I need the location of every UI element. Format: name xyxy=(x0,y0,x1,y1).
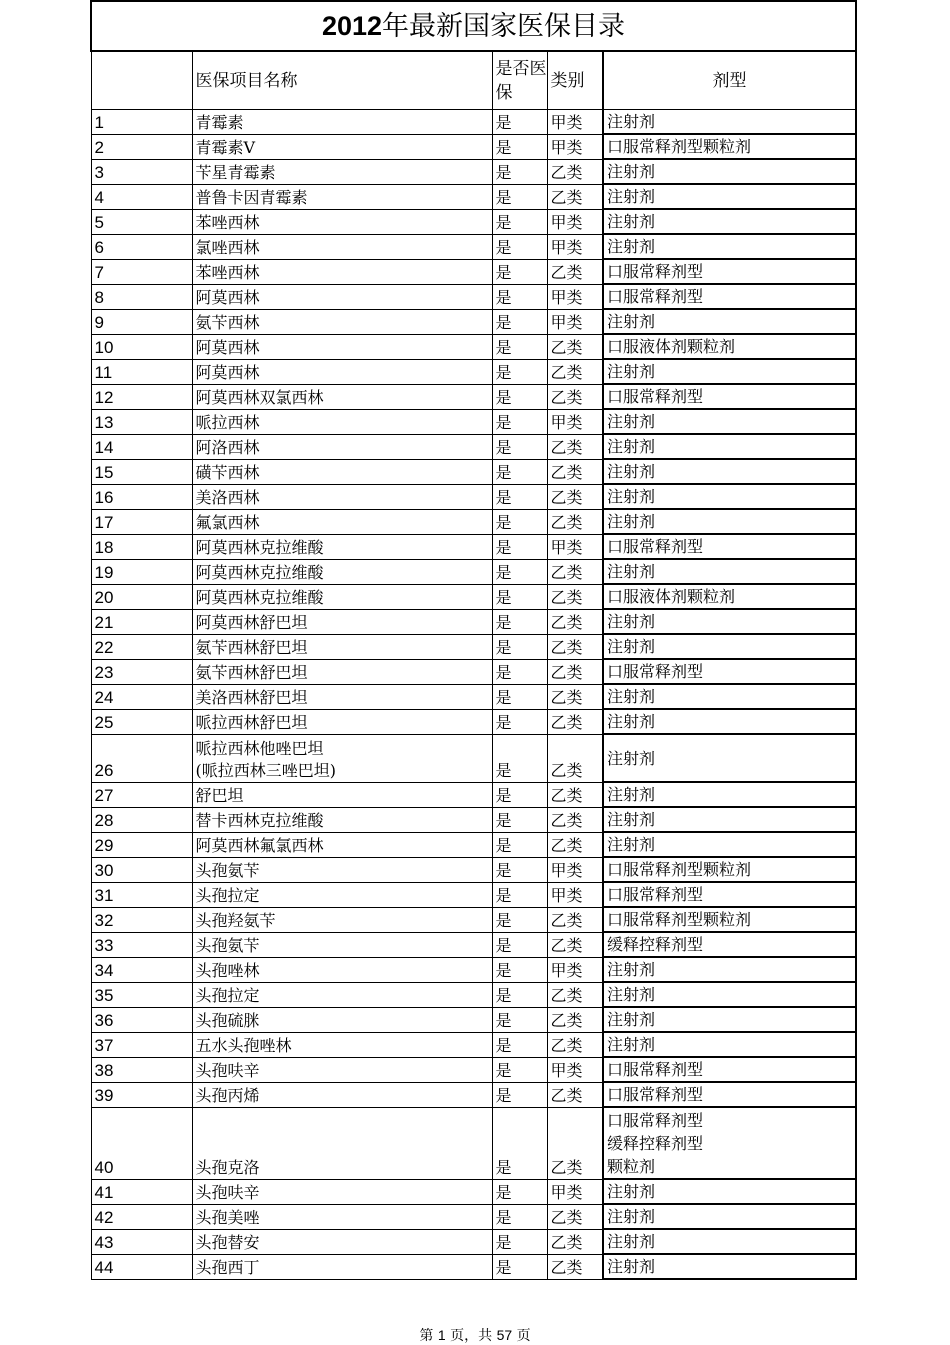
insured-flag: 是 xyxy=(492,459,547,484)
table-row xyxy=(91,1179,856,1204)
catalog-sheet xyxy=(90,0,855,1280)
row-number: 42 xyxy=(91,1204,192,1229)
row-number: 2 xyxy=(91,134,192,159)
drug-name: 阿莫西林舒巴坦 xyxy=(192,609,492,634)
drug-name: 阿莫西林氟氯西林 xyxy=(192,832,492,857)
dosage-form: 口服常释剂型 xyxy=(603,659,856,684)
dosage-form: 注射剂 xyxy=(603,234,856,259)
category: 甲类 xyxy=(547,134,603,159)
insured-flag: 是 xyxy=(492,309,547,334)
category: 甲类 xyxy=(547,209,603,234)
row-number: 18 xyxy=(91,534,192,559)
insured-flag: 是 xyxy=(492,907,547,932)
table-header-row xyxy=(91,51,856,110)
dosage-form: 注射剂 xyxy=(603,782,856,807)
row-number: 21 xyxy=(91,609,192,634)
drug-name: 头孢呋辛 xyxy=(192,1057,492,1082)
category: 乙类 xyxy=(547,584,603,609)
table-row xyxy=(91,1032,856,1057)
dosage-form: 注射剂 xyxy=(603,209,856,234)
drug-name: 阿洛西林 xyxy=(192,434,492,459)
drug-name: 头孢拉定 xyxy=(192,982,492,1007)
insured-flag: 是 xyxy=(492,982,547,1007)
category: 乙类 xyxy=(547,159,603,184)
dosage-form: 注射剂 xyxy=(603,509,856,534)
dosage-form: 注射剂 xyxy=(603,832,856,857)
drug-name: 头孢丙烯 xyxy=(192,1082,492,1107)
dosage-form: 注射剂 xyxy=(603,982,856,1007)
category: 甲类 xyxy=(547,309,603,334)
category: 甲类 xyxy=(547,882,603,907)
category: 甲类 xyxy=(547,957,603,982)
insured-flag: 是 xyxy=(492,807,547,832)
drug-name: 苯唑西林 xyxy=(192,209,492,234)
category: 乙类 xyxy=(547,1204,603,1229)
table-row xyxy=(91,334,856,359)
table-row xyxy=(91,1254,856,1279)
insured-flag: 是 xyxy=(492,334,547,359)
table-row xyxy=(91,259,856,284)
insured-flag: 是 xyxy=(492,584,547,609)
row-number: 41 xyxy=(91,1179,192,1204)
dosage-form: 注射剂 xyxy=(603,1179,856,1204)
row-number: 8 xyxy=(91,284,192,309)
drug-name: 头孢氨苄 xyxy=(192,932,492,957)
table-row xyxy=(91,409,856,434)
row-number: 20 xyxy=(91,584,192,609)
dosage-form: 口服常释剂型 xyxy=(603,384,856,409)
header-insured: 是否医保 xyxy=(492,51,547,110)
table-row xyxy=(91,684,856,709)
insured-flag: 是 xyxy=(492,882,547,907)
table-row xyxy=(91,734,856,782)
insured-flag: 是 xyxy=(492,559,547,584)
table-row xyxy=(91,1229,856,1254)
dosage-form: 注射剂 xyxy=(603,309,856,334)
insured-flag: 是 xyxy=(492,234,547,259)
drug-name: 阿莫西林克拉维酸 xyxy=(192,559,492,584)
category: 乙类 xyxy=(547,659,603,684)
dosage-form: 口服常释剂型 xyxy=(603,284,856,309)
table-row xyxy=(91,907,856,932)
table-row xyxy=(91,659,856,684)
category: 乙类 xyxy=(547,1082,603,1107)
drug-name: 头孢拉定 xyxy=(192,882,492,907)
category: 甲类 xyxy=(547,284,603,309)
dosage-form: 注射剂 xyxy=(603,1032,856,1057)
insured-flag: 是 xyxy=(492,1082,547,1107)
insured-flag: 是 xyxy=(492,1254,547,1279)
dosage-form: 注射剂 xyxy=(603,957,856,982)
drug-name: 哌拉西林 xyxy=(192,409,492,434)
row-number: 26 xyxy=(91,734,192,782)
dosage-form: 注射剂 xyxy=(603,110,856,135)
row-number: 7 xyxy=(91,259,192,284)
dosage-form: 口服常释剂型 xyxy=(603,882,856,907)
dosage-form: 缓释控释剂型 xyxy=(603,932,856,957)
insured-flag: 是 xyxy=(492,1007,547,1032)
dosage-form: 注射剂 xyxy=(603,434,856,459)
drug-name: 头孢氨苄 xyxy=(192,857,492,882)
category: 甲类 xyxy=(547,1179,603,1204)
insured-flag: 是 xyxy=(492,832,547,857)
row-number: 44 xyxy=(91,1254,192,1279)
insured-flag: 是 xyxy=(492,184,547,209)
category: 乙类 xyxy=(547,1007,603,1032)
table-row xyxy=(91,534,856,559)
drug-name: 氯唑西林 xyxy=(192,234,492,259)
title-text: 年最新国家医保目录 xyxy=(382,10,626,42)
dosage-form: 口服常释剂型 xyxy=(603,1082,856,1107)
table-row xyxy=(91,1007,856,1032)
drug-name: 舒巴坦 xyxy=(192,782,492,807)
drug-name: 头孢唑林 xyxy=(192,957,492,982)
document-title xyxy=(91,1,856,51)
insured-flag: 是 xyxy=(492,509,547,534)
drug-name: 氨苄西林 xyxy=(192,309,492,334)
category: 乙类 xyxy=(547,384,603,409)
insured-flag: 是 xyxy=(492,534,547,559)
insured-flag: 是 xyxy=(492,1229,547,1254)
row-number: 27 xyxy=(91,782,192,807)
dosage-form: 注射剂 xyxy=(603,459,856,484)
dosage-form: 注射剂 xyxy=(603,159,856,184)
table-row xyxy=(91,209,856,234)
dosage-form: 注射剂 xyxy=(603,359,856,384)
header-no xyxy=(91,51,192,110)
category: 乙类 xyxy=(547,434,603,459)
row-number: 9 xyxy=(91,309,192,334)
drug-name: 哌拉西林舒巴坦 xyxy=(192,709,492,734)
category: 乙类 xyxy=(547,1229,603,1254)
row-number: 19 xyxy=(91,559,192,584)
insured-flag: 是 xyxy=(492,434,547,459)
row-number: 43 xyxy=(91,1229,192,1254)
row-number: 40 xyxy=(91,1107,192,1179)
row-number: 31 xyxy=(91,882,192,907)
drug-name: 五水头孢唑林 xyxy=(192,1032,492,1057)
category: 甲类 xyxy=(547,110,603,135)
dosage-form: 注射剂 xyxy=(603,609,856,634)
row-number: 35 xyxy=(91,982,192,1007)
dosage-form: 注射剂 xyxy=(603,1204,856,1229)
row-number: 36 xyxy=(91,1007,192,1032)
table-row xyxy=(91,434,856,459)
row-number: 28 xyxy=(91,807,192,832)
drug-name: 阿莫西林双氯西林 xyxy=(192,384,492,409)
drug-name: 氨苄西林舒巴坦 xyxy=(192,634,492,659)
category: 乙类 xyxy=(547,559,603,584)
row-number: 22 xyxy=(91,634,192,659)
insured-flag: 是 xyxy=(492,1032,547,1057)
category: 乙类 xyxy=(547,484,603,509)
row-number: 33 xyxy=(91,932,192,957)
dosage-form: 口服常释剂型 xyxy=(603,534,856,559)
row-number: 3 xyxy=(91,159,192,184)
insured-flag: 是 xyxy=(492,1057,547,1082)
insured-flag: 是 xyxy=(492,609,547,634)
dosage-form: 注射剂 xyxy=(603,184,856,209)
drug-name: 苄星青霉素 xyxy=(192,159,492,184)
insured-flag: 是 xyxy=(492,209,547,234)
drug-name: 青霉素V xyxy=(192,134,492,159)
table-row xyxy=(91,110,856,135)
drug-name: 头孢羟氨苄 xyxy=(192,907,492,932)
row-number: 17 xyxy=(91,509,192,534)
table-row xyxy=(91,309,856,334)
header-name: 医保项目名称 xyxy=(192,51,492,110)
row-number: 32 xyxy=(91,907,192,932)
table-row xyxy=(91,559,856,584)
table-row xyxy=(91,459,856,484)
header-category: 类别 xyxy=(547,51,603,110)
row-number: 30 xyxy=(91,857,192,882)
insured-flag: 是 xyxy=(492,734,547,782)
header-dosage-form: 剂型 xyxy=(603,51,856,110)
dosage-form-lines: 口服常释剂型 缓释控释剂型 颗粒剂 xyxy=(607,1111,704,1176)
dosage-form xyxy=(603,1107,856,1179)
insured-flag: 是 xyxy=(492,634,547,659)
table-row xyxy=(91,159,856,184)
page-footer xyxy=(0,1325,950,1345)
category: 乙类 xyxy=(547,709,603,734)
dosage-form: 口服常释剂型颗粒剂 xyxy=(603,907,856,932)
drug-name: 替卡西林克拉维酸 xyxy=(192,807,492,832)
category: 乙类 xyxy=(547,509,603,534)
category: 乙类 xyxy=(547,334,603,359)
drug-name: 美洛西林 xyxy=(192,484,492,509)
table-row xyxy=(91,484,856,509)
drug-name: 哌拉西林他唑巴坦 (哌拉西林三唑巴坦) xyxy=(192,734,492,782)
category: 乙类 xyxy=(547,184,603,209)
insured-flag: 是 xyxy=(492,932,547,957)
drug-name: 青霉素 xyxy=(192,110,492,135)
row-number: 37 xyxy=(91,1032,192,1057)
insured-flag: 是 xyxy=(492,659,547,684)
row-number: 12 xyxy=(91,384,192,409)
row-number: 4 xyxy=(91,184,192,209)
table-row xyxy=(91,782,856,807)
category: 乙类 xyxy=(547,982,603,1007)
dosage-form: 口服液体剂颗粒剂 xyxy=(603,334,856,359)
drug-name: 头孢硫脒 xyxy=(192,1007,492,1032)
row-number: 23 xyxy=(91,659,192,684)
drug-name: 头孢呋辛 xyxy=(192,1179,492,1204)
table-row xyxy=(91,609,856,634)
row-number: 14 xyxy=(91,434,192,459)
table-row xyxy=(91,284,856,309)
drug-name: 头孢美唑 xyxy=(192,1204,492,1229)
insured-flag: 是 xyxy=(492,1204,547,1229)
insured-flag: 是 xyxy=(492,259,547,284)
table-row xyxy=(91,832,856,857)
footer-total-pages: 57 xyxy=(496,1327,513,1343)
dosage-form: 口服常释剂型颗粒剂 xyxy=(603,134,856,159)
dosage-form: 注射剂 xyxy=(603,409,856,434)
drug-name: 氟氯西林 xyxy=(192,509,492,534)
insured-flag: 是 xyxy=(492,1179,547,1204)
table-row xyxy=(91,509,856,534)
insured-flag: 是 xyxy=(492,284,547,309)
dosage-form: 注射剂 xyxy=(603,1007,856,1032)
table-row xyxy=(91,709,856,734)
category: 乙类 xyxy=(547,684,603,709)
category: 乙类 xyxy=(547,832,603,857)
category: 乙类 xyxy=(547,932,603,957)
insured-flag: 是 xyxy=(492,782,547,807)
row-number: 10 xyxy=(91,334,192,359)
category: 乙类 xyxy=(547,609,603,634)
row-number: 11 xyxy=(91,359,192,384)
row-number: 25 xyxy=(91,709,192,734)
category: 乙类 xyxy=(547,634,603,659)
dosage-form: 注射剂 xyxy=(603,807,856,832)
category: 乙类 xyxy=(547,807,603,832)
drug-name: 阿莫西林 xyxy=(192,284,492,309)
dosage-form: 口服常释剂型颗粒剂 xyxy=(603,857,856,882)
dosage-form: 注射剂 xyxy=(603,1254,856,1279)
drug-name: 磺苄西林 xyxy=(192,459,492,484)
category: 乙类 xyxy=(547,459,603,484)
table-row xyxy=(91,359,856,384)
category: 甲类 xyxy=(547,1057,603,1082)
dosage-form: 注射剂 xyxy=(603,709,856,734)
table-row xyxy=(91,384,856,409)
dosage-form: 注射剂 xyxy=(603,634,856,659)
drug-name: 阿莫西林 xyxy=(192,334,492,359)
table-row xyxy=(91,1082,856,1107)
row-number: 15 xyxy=(91,459,192,484)
dosage-form: 注射剂 xyxy=(603,1229,856,1254)
table-row xyxy=(91,857,856,882)
category: 乙类 xyxy=(547,782,603,807)
drug-name: 头孢西丁 xyxy=(192,1254,492,1279)
insurance-catalog-table xyxy=(90,0,857,1280)
drug-name: 阿莫西林 xyxy=(192,359,492,384)
insured-flag: 是 xyxy=(492,384,547,409)
category: 甲类 xyxy=(547,409,603,434)
footer-middle: 页，共 xyxy=(450,1328,493,1344)
drug-name: 头孢克洛 xyxy=(192,1107,492,1179)
row-number: 13 xyxy=(91,409,192,434)
insured-flag: 是 xyxy=(492,409,547,434)
drug-name: 苯唑西林 xyxy=(192,259,492,284)
category: 乙类 xyxy=(547,734,603,782)
table-row xyxy=(91,932,856,957)
row-number: 29 xyxy=(91,832,192,857)
table-row xyxy=(91,1204,856,1229)
insured-flag: 是 xyxy=(492,1107,547,1179)
category: 甲类 xyxy=(547,857,603,882)
row-number: 1 xyxy=(91,110,192,135)
row-number: 16 xyxy=(91,484,192,509)
drug-name: 普鲁卡因青霉素 xyxy=(192,184,492,209)
dosage-form: 口服常释剂型 xyxy=(603,1057,856,1082)
insured-flag: 是 xyxy=(492,134,547,159)
category: 乙类 xyxy=(547,1254,603,1279)
category: 乙类 xyxy=(547,1032,603,1057)
table-row xyxy=(91,234,856,259)
drug-name: 氨苄西林舒巴坦 xyxy=(192,659,492,684)
drug-name: 阿莫西林克拉维酸 xyxy=(192,584,492,609)
dosage-form: 口服常释剂型 xyxy=(603,259,856,284)
category: 乙类 xyxy=(547,259,603,284)
dosage-form: 注射剂 xyxy=(603,484,856,509)
footer-page-number: 1 xyxy=(437,1327,446,1343)
table-row xyxy=(91,807,856,832)
table-row xyxy=(91,957,856,982)
insured-flag: 是 xyxy=(492,957,547,982)
table-row xyxy=(91,584,856,609)
row-number: 24 xyxy=(91,684,192,709)
insured-flag: 是 xyxy=(492,857,547,882)
insured-flag: 是 xyxy=(492,359,547,384)
table-row xyxy=(91,184,856,209)
insured-flag: 是 xyxy=(492,159,547,184)
drug-name: 头孢替安 xyxy=(192,1229,492,1254)
drug-name: 阿莫西林克拉维酸 xyxy=(192,534,492,559)
table-row xyxy=(91,982,856,1007)
drug-name: 美洛西林舒巴坦 xyxy=(192,684,492,709)
dosage-form: 口服液体剂颗粒剂 xyxy=(603,584,856,609)
category: 甲类 xyxy=(547,534,603,559)
table-row xyxy=(91,634,856,659)
dosage-form: 注射剂 xyxy=(603,734,856,782)
footer-prefix: 第 xyxy=(419,1328,434,1344)
insured-flag: 是 xyxy=(492,709,547,734)
insured-flag: 是 xyxy=(492,110,547,135)
table-row xyxy=(91,882,856,907)
row-number: 34 xyxy=(91,957,192,982)
row-number: 6 xyxy=(91,234,192,259)
dosage-form: 注射剂 xyxy=(603,559,856,584)
table-row xyxy=(91,1057,856,1082)
category: 乙类 xyxy=(547,1107,603,1179)
category: 甲类 xyxy=(547,234,603,259)
row-number: 39 xyxy=(91,1082,192,1107)
title-year: 2012 xyxy=(321,10,383,41)
row-number: 38 xyxy=(91,1057,192,1082)
insured-flag: 是 xyxy=(492,484,547,509)
footer-suffix: 页 xyxy=(516,1328,531,1344)
table-row xyxy=(91,1107,856,1179)
dosage-form: 注射剂 xyxy=(603,684,856,709)
category: 乙类 xyxy=(547,907,603,932)
insured-flag: 是 xyxy=(492,684,547,709)
table-row xyxy=(91,134,856,159)
category: 乙类 xyxy=(547,359,603,384)
row-number: 5 xyxy=(91,209,192,234)
